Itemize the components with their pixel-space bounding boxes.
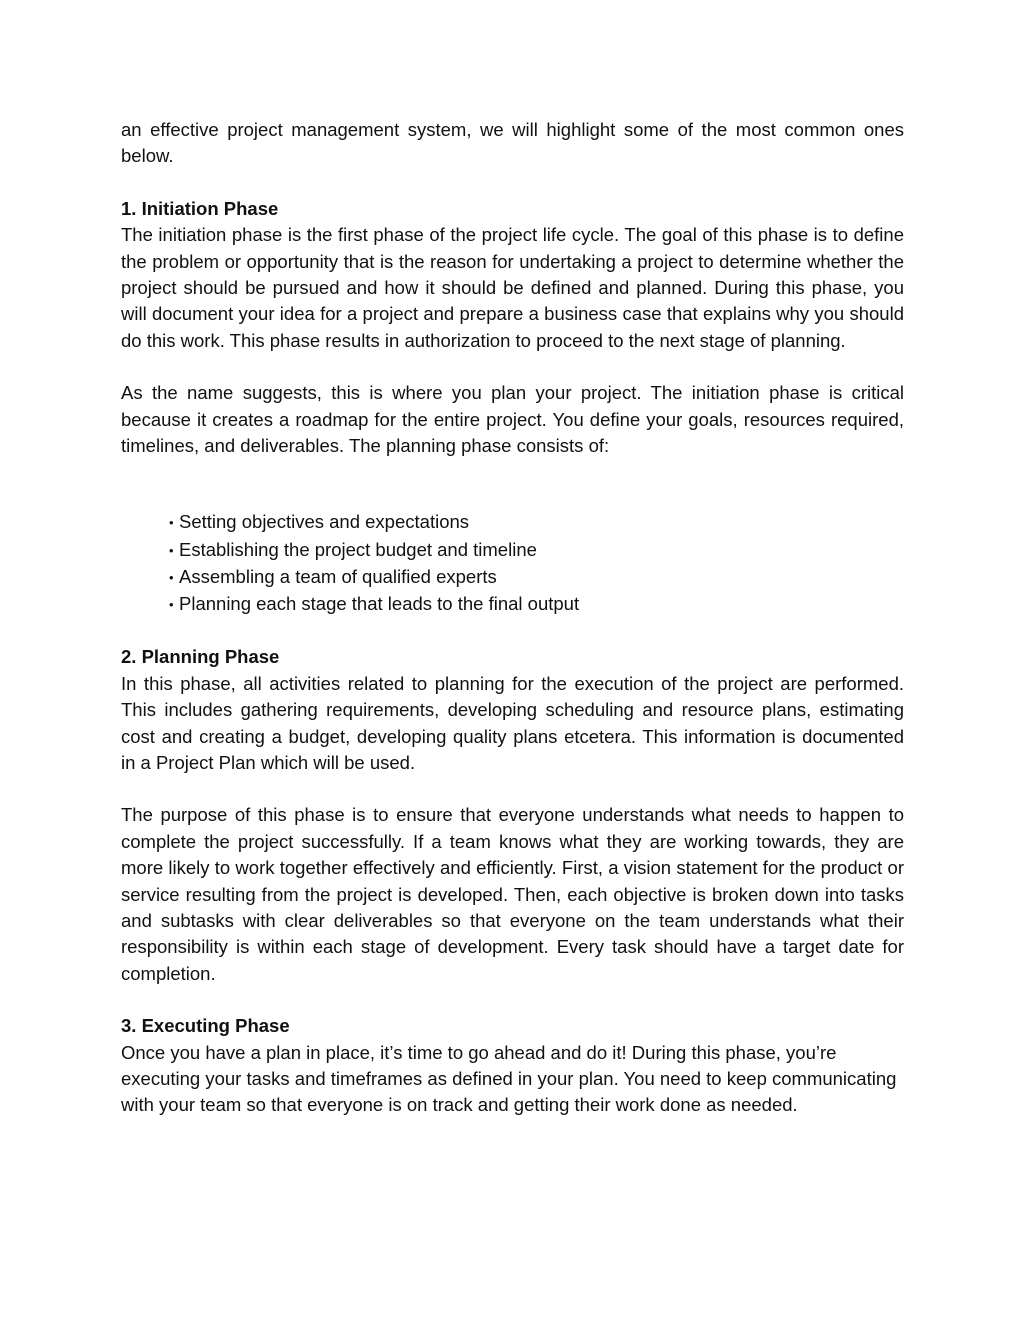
executing-paragraph-1: Once you have a plan in place, it’s time to go ahead and do it! During this phase, you’re executing your tasks and timeframes as defined in your plan. You need to keep communicating with your team so that everyone is on track and getting their work done as needed. [121, 1041, 897, 1116]
section-heading-initiation: 1. Initiation Phase [121, 197, 279, 219]
bullet-icon: • [169, 515, 174, 531]
spacer [121, 987, 904, 1013]
planning-paragraph-1: In this phase, all activities related to planning for the execution of the project are performed. This includes gathering requirements, developing scheduling and resource plans, estimating cost and creating a budget, developing quality plans etcetera. This information is documented in a Project Plan which will be used. [121, 672, 904, 773]
list-item [169, 591, 904, 618]
spacer [121, 776, 904, 802]
list-item-text: Assembling a team of qualified experts [179, 565, 497, 587]
planning-paragraph-2: The purpose of this phase is to ensure that everyone understands what needs to happen to complete the project successfully. If a team knows what they are working towards, they are more likely to work together effectively and efficiently. First, a vision statement for the product or service resulting from the project is developed. Then, each objective is broken down into tasks and subtasks with clear deliverables so that everyone on the team understands what their responsibility is within each stage of development. Every task should have a target date for completion. [121, 804, 904, 984]
bullet-icon: • [169, 542, 174, 558]
planning-steps-list [121, 509, 904, 618]
spacer [121, 459, 904, 509]
section-heading-executing: 3. Executing Phase [121, 1015, 290, 1037]
list-item [169, 537, 904, 564]
intro-paragraph: an effective project management system, we will highlight some of the most common ones below. [121, 119, 904, 167]
spacer [121, 618, 904, 644]
list-item-text: Setting objectives and expectations [179, 511, 470, 533]
list-item-text: Planning each stage that leads to the final output [179, 593, 580, 615]
document-body [121, 117, 904, 1119]
bullet-icon: • [169, 597, 174, 613]
initiation-paragraph-1: The initiation phase is the first phase of the project life cycle. The goal of this phase is to define the problem or opportunity that is the reason for undertaking a project to determine whether the project should be pursued and how it should be defined and planned. During this phase, you will document your idea for a project and prepare a business case that explains why you should do this work. This phase results in authorization to proceed to the next stage of planning. [121, 224, 904, 351]
list-item-text: Establishing the project budget and timeline [179, 538, 537, 560]
list-item [169, 509, 904, 536]
initiation-paragraph-2: As the name suggests, this is where you plan your project. The initiation phase is critical because it creates a roadmap for the entire project. You define your goals, resources required, timelines, and deliverables. The planning phase consists of: [121, 382, 904, 457]
bullet-icon: • [169, 569, 174, 585]
spacer [121, 354, 904, 380]
list-item [169, 564, 904, 591]
spacer [121, 170, 904, 196]
section-heading-planning: 2. Planning Phase [121, 646, 280, 668]
